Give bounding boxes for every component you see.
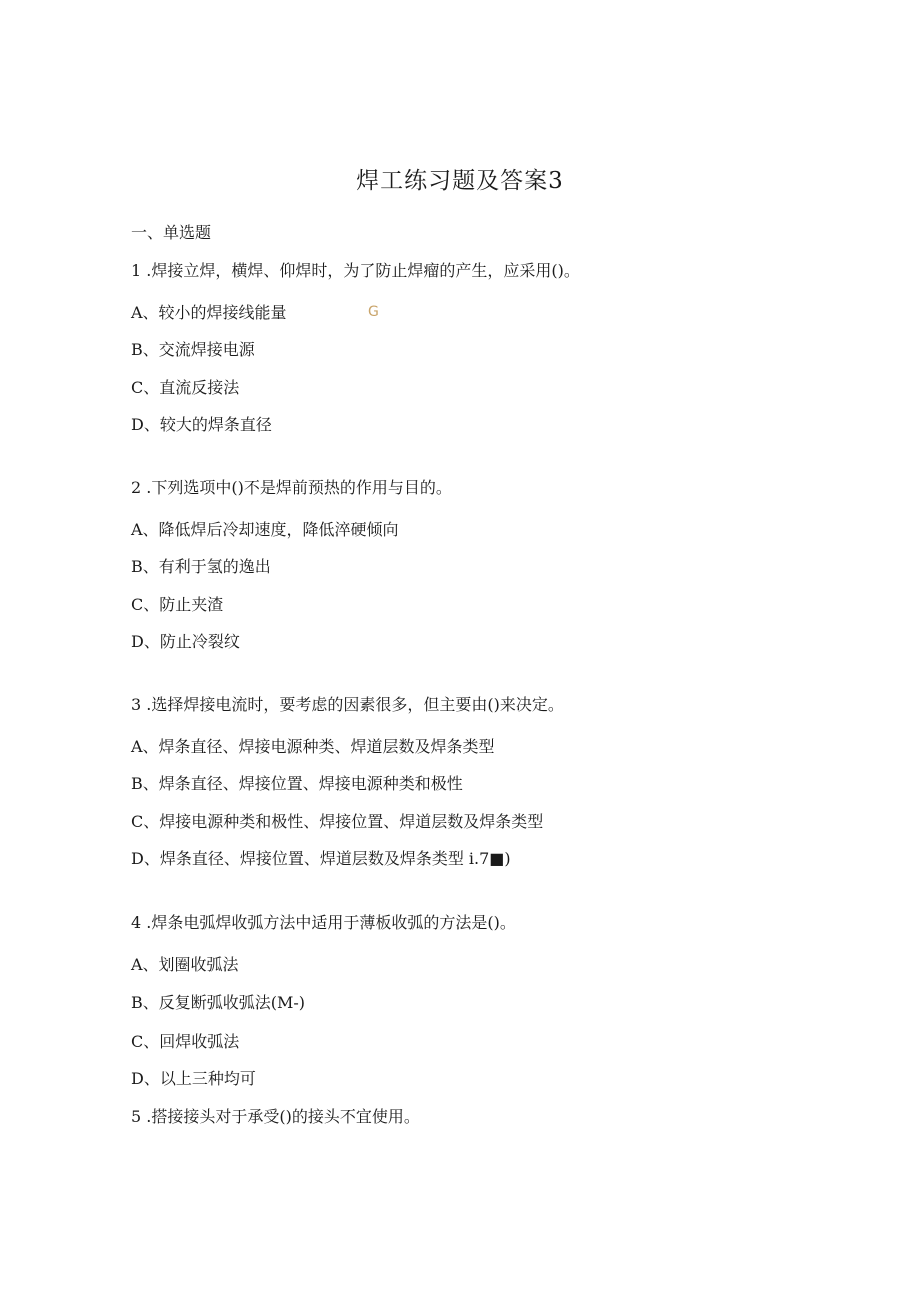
- question-4-option-b: B、反复断弧收弧法(M-): [131, 993, 306, 1012]
- question-1-option-c: C、直流反接法: [131, 378, 240, 397]
- question-4-option-c: C、回焊收弧法: [131, 1032, 240, 1051]
- question-1-stem: 1 .焊接立焊，横焊、仰焊时，为了防止焊瘤的产生，应采用()。: [131, 261, 580, 280]
- question-1-option-d: D、较大的焊条直径: [131, 415, 272, 434]
- question-1-option-a: A、较小的焊接线能量: [131, 303, 287, 322]
- question-3-option-a: A、焊条直径、焊接电源种类、焊道层数及焊条类型: [131, 737, 495, 756]
- question-3-option-d: D、焊条直径、焊接位置、焊道层数及焊条类型 i.7■): [131, 849, 511, 868]
- question-4-option-d: D、以上三种均可: [131, 1069, 256, 1088]
- question-3-stem: 3 .选择焊接电流时，要考虑的因素很多，但主要由()来决定。: [131, 695, 564, 714]
- question-3-option-c: C、焊接电源种类和极性、焊接位置、焊道层数及焊条类型: [131, 812, 544, 831]
- question-1-option-b: B、交流焊接电源: [131, 340, 255, 359]
- question-4-stem: 4 .焊条电弧焊收弧方法中适用于薄板收弧的方法是()。: [131, 913, 516, 932]
- question-2-option-a: A、降低焊后冷却速度，降低淬硬倾向: [131, 520, 399, 539]
- question-2-option-c: C、防止夹渣: [131, 595, 224, 614]
- question-4-option-a: A、划圈收弧法: [131, 955, 239, 974]
- margin-mark: G: [368, 304, 379, 320]
- question-5-stem: 5 .搭接接头对于承受()的接头不宜使用。: [131, 1107, 420, 1126]
- question-2-stem: 2 .下列选项中()不是焊前预热的作用与目的。: [131, 478, 452, 497]
- section-heading: 一、单选题: [131, 223, 212, 242]
- question-3-option-b: B、焊条直径、焊接位置、焊接电源种类和极性: [131, 774, 463, 793]
- document-title: 焊工练习题及答案3: [356, 168, 564, 194]
- question-2-option-b: B、有利于氢的逸出: [131, 557, 271, 576]
- question-2-option-d: D、防止冷裂纹: [131, 632, 240, 651]
